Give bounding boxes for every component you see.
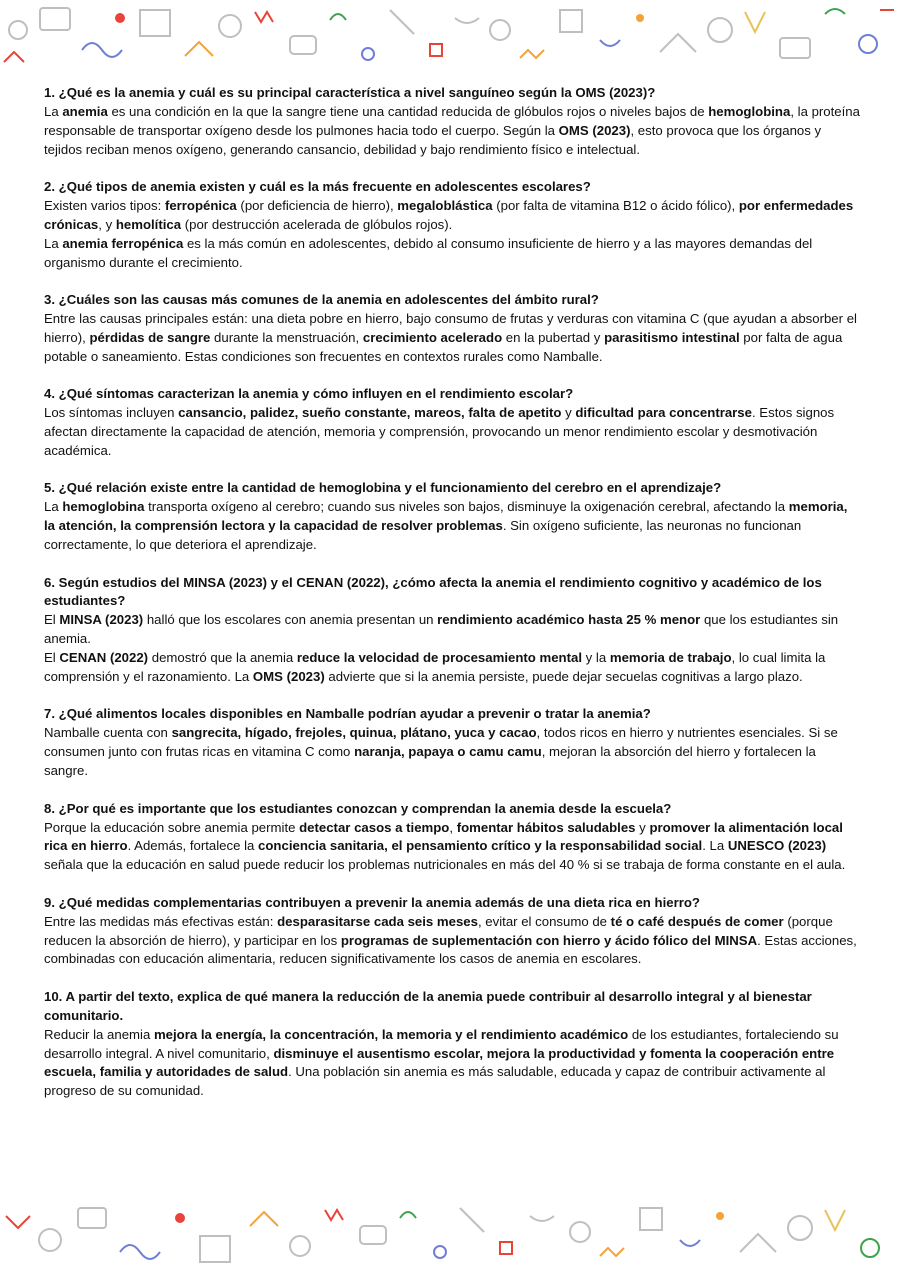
bold-text: pérdidas de sangre bbox=[89, 329, 211, 345]
answer-paragraph bbox=[44, 819, 862, 876]
text-run: (por deficiencia de hierro), bbox=[236, 198, 398, 214]
text-run: , la proteína responsable de transportar oxígeno desde los pulmones hacia todo el cuerpo. Según la bbox=[44, 103, 860, 138]
answer-paragraph bbox=[44, 649, 862, 687]
bold-text: rendimiento académico hasta 25 % menor bbox=[437, 612, 701, 628]
bold-text: dificultad para concentrarse bbox=[575, 405, 752, 421]
text-run: en la pubertad y bbox=[502, 329, 605, 345]
question-8: 8. ¿Por qué es importante que los estudiantes conozcan y comprendan la anemia desde la escuela? bbox=[44, 800, 672, 816]
text-run: , y bbox=[98, 216, 116, 232]
bold-text: CENAN (2022) bbox=[59, 650, 149, 666]
text-run: que los estudiantes sin anemia. bbox=[44, 612, 839, 647]
text-run: demostró que la anemia bbox=[148, 650, 297, 666]
bold-text: OMS (2023) bbox=[558, 122, 631, 138]
bottom-decorative-band bbox=[0, 1196, 900, 1276]
text-run: advierte que si la anemia persiste, puede dejar secuelas cognitivas a largo plazo. bbox=[324, 669, 803, 685]
text-run: , evitar el consumo de bbox=[477, 913, 611, 929]
text-run: de los estudiantes, fortaleciendo su desarrollo integral. A nivel comunitario, bbox=[44, 1026, 839, 1061]
bold-text: MINSA (2023) bbox=[59, 612, 144, 628]
text-run: Porque la educación sobre anemia permite bbox=[44, 819, 300, 835]
text-run: Entre las medidas más efectivas están: bbox=[44, 913, 278, 929]
bold-text: megaloblástica bbox=[397, 198, 493, 214]
text-run: . Sin oxígeno suficiente, las neuronas no funcionan correctamente, lo que deteriora el aprendizaje. bbox=[44, 518, 802, 553]
text-run: . Estos signos afectan directamente la capacidad de atención, memoria y comprensión, provocando un menor rendimiento escolar y desmotivación académica. bbox=[44, 405, 835, 458]
text-run: Namballe cuenta con bbox=[44, 725, 172, 741]
bold-text: disminuye el ausentismo escolar, mejora la productividad y fomenta la cooperación entre escuela, familia y autoridades de salud bbox=[44, 1045, 835, 1080]
school-doodle-pattern-icon bbox=[0, 0, 900, 80]
qa-item-2 bbox=[44, 178, 862, 273]
text-run: y bbox=[635, 819, 650, 835]
text-run: , todos ricos en hierro y nutrientes esenciales. Si se consumen junto con frutas ricas en vitamina C como bbox=[44, 725, 838, 760]
text-run: (por falta de vitamina B12 o ácido fólico), bbox=[492, 198, 739, 214]
answer-paragraph bbox=[44, 724, 862, 781]
bold-text: memoria, la atención, la comprensión lectora y la capacidad de resolver problemas bbox=[44, 499, 848, 534]
question-7: 7. ¿Qué alimentos locales disponibles en Namballe podrían ayudar a prevenir o tratar la anemia? bbox=[44, 706, 651, 722]
text-run: , lo cual limita la comprensión y el razonamiento. La bbox=[44, 650, 826, 685]
text-run: , esto provoca que los órganos y tejidos reciban menos oxígeno, generando cansancio, debilidad y bajo rendimiento físico e intelectual. bbox=[44, 122, 822, 157]
top-decorative-band bbox=[0, 0, 900, 80]
answer-paragraph bbox=[44, 498, 862, 555]
qa-item-9 bbox=[44, 894, 862, 970]
text-run: El bbox=[44, 650, 60, 666]
bold-text: ferropénica bbox=[164, 198, 237, 214]
qa-item-1 bbox=[44, 84, 862, 160]
text-run: . Estas acciones, combinadas con educación alimentaria, reducen significativamente los casos de anemia en escolares. bbox=[44, 932, 857, 967]
bold-text: naranja, papaya o camu camu bbox=[354, 744, 542, 760]
text-run: por falta de agua potable o saneamiento. Estas condiciones son frecuentes en contextos rurales como Namballe. bbox=[44, 329, 843, 364]
text-run: (por destrucción acelerada de glóbulos rojos). bbox=[181, 216, 453, 232]
bold-text: anemia bbox=[62, 103, 108, 119]
question-10: 10. A partir del texto, explica de qué manera la reducción de la anemia puede contribuir al desarrollo integral y al bienestar comunitario. bbox=[44, 988, 812, 1023]
text-run: Existen varios tipos: bbox=[44, 198, 165, 214]
bold-text: hemoglobina bbox=[62, 499, 145, 515]
text-run: es una condición en la que la sangre tiene una cantidad reducida de glóbulos rojos o niveles bajos de bbox=[107, 103, 709, 119]
text-run: Entre las causas principales están: una dieta pobre en hierro, bajo consumo de frutas y verduras con vitamina C (que ayudan a absorber el hierro), bbox=[44, 311, 857, 345]
text-run: . Además, fortalece la bbox=[127, 838, 259, 854]
answer-paragraph bbox=[44, 103, 862, 160]
bold-text: por enfermedades crónicas bbox=[44, 198, 854, 232]
text-run: , bbox=[449, 819, 457, 835]
bold-text: sangrecita, hígado, frejoles, quinua, plátano, yuca y cacao bbox=[171, 725, 537, 741]
text-run: señala que la educación en salud puede reducir los problemas nutricionales en más del 40 % si se trabaja de forma constante en el aula. bbox=[44, 857, 846, 873]
bold-text: programas de suplementación con hierro y ácido fólico del MINSA bbox=[340, 932, 758, 948]
answer-paragraph bbox=[44, 404, 862, 461]
text-run: halló que los escolares con anemia presentan un bbox=[143, 612, 438, 628]
qa-item-8 bbox=[44, 800, 862, 876]
question-5: 5. ¿Qué relación existe entre la cantidad de hemoglobina y el funcionamiento del cerebro en el aprendizaje? bbox=[44, 480, 722, 496]
bold-text: hemolítica bbox=[115, 216, 182, 232]
text-run: . Una población sin anemia es más saludable, educada y capaz de contribuir activamente al progreso de su comunidad. bbox=[44, 1064, 826, 1099]
qa-item-7 bbox=[44, 705, 862, 781]
answer-paragraph bbox=[44, 310, 862, 367]
bold-text: parasitismo intestinal bbox=[604, 329, 740, 345]
text-run: El bbox=[44, 612, 60, 628]
bold-text: memoria de trabajo bbox=[609, 650, 732, 666]
question-2: 2. ¿Qué tipos de anemia existen y cuál es la más frecuente en adolescentes escolares? bbox=[44, 179, 591, 195]
bold-text: promover la alimentación local rica en hierro bbox=[44, 819, 843, 854]
text-run: , mejoran la absorción del hierro y fortalecen la sangre. bbox=[44, 744, 816, 779]
question-3: 3. ¿Cuáles son las causas más comunes de la anemia en adolescentes del ámbito rural? bbox=[44, 292, 599, 308]
bold-text: cansancio, palidez, sueño constante, mareos, falta de apetito bbox=[178, 405, 562, 421]
text-run: (porque reducen la absorción de hierro), y participar en los bbox=[44, 913, 833, 948]
bold-text: conciencia sanitaria, el pensamiento crítico y la responsabilidad social bbox=[258, 838, 703, 854]
qa-item-4 bbox=[44, 385, 862, 461]
bold-text: OMS (2023) bbox=[252, 669, 325, 685]
text-run: y la bbox=[582, 650, 610, 666]
qa-document bbox=[44, 84, 862, 1120]
answer-paragraph bbox=[44, 197, 862, 235]
qa-item-6 bbox=[44, 574, 862, 687]
bold-text: mejora la energía, la concentración, la memoria y el rendimiento académico bbox=[153, 1026, 629, 1042]
text-run: durante la menstruación, bbox=[210, 329, 363, 345]
bold-text: detectar casos a tiempo bbox=[299, 819, 450, 835]
text-run: transporta oxígeno al cerebro; cuando sus niveles son bajos, disminuye la oxigenación cerebral, afectando la bbox=[144, 499, 789, 515]
bold-text: desparasitarse cada seis meses bbox=[277, 913, 478, 929]
school-doodle-pattern-icon bbox=[0, 1196, 900, 1276]
text-run: es la más común en adolescentes, debido al consumo insuficiente de hierro y a las mayores demandas del organismo durante el crecimiento. bbox=[44, 235, 813, 270]
question-6: 6. Según estudios del MINSA (2023) y el CENAN (2022), ¿cómo afecta la anemia el rendimiento cognitivo y académico de los estudiantes? bbox=[44, 574, 822, 609]
question-1: 1. ¿Qué es la anemia y cuál es su principal característica a nivel sanguíneo según la OMS (2023)? bbox=[44, 85, 656, 100]
question-4: 4. ¿Qué síntomas caracterizan la anemia y cómo influyen en el rendimiento escolar? bbox=[44, 386, 574, 402]
text-run: Los síntomas incluyen bbox=[44, 405, 179, 421]
qa-item-10 bbox=[44, 988, 862, 1101]
answer-paragraph bbox=[44, 913, 862, 970]
answer-paragraph bbox=[44, 611, 862, 649]
qa-item-3 bbox=[44, 291, 862, 367]
answer-paragraph bbox=[44, 235, 862, 273]
text-run: . La bbox=[702, 838, 728, 854]
text-run: La bbox=[44, 499, 63, 515]
text-run: Reducir la anemia bbox=[44, 1026, 154, 1042]
qa-item-5 bbox=[44, 479, 862, 555]
text-run: La bbox=[44, 103, 63, 119]
bold-text: UNESCO (2023) bbox=[727, 838, 827, 854]
bold-text: té o café después de comer bbox=[610, 913, 784, 929]
text-run: La bbox=[44, 235, 63, 251]
bold-text: hemoglobina bbox=[708, 103, 791, 119]
bold-text: crecimiento acelerado bbox=[362, 329, 503, 345]
bold-text: anemia ferropénica bbox=[62, 235, 184, 251]
text-run: y bbox=[561, 405, 576, 421]
bold-text: fomentar hábitos saludables bbox=[456, 819, 636, 835]
answer-paragraph bbox=[44, 1026, 862, 1102]
question-9: 9. ¿Qué medidas complementarias contribuyen a prevenir la anemia además de una dieta rica en hierro? bbox=[44, 894, 700, 910]
bold-text: reduce la velocidad de procesamiento mental bbox=[296, 650, 582, 666]
